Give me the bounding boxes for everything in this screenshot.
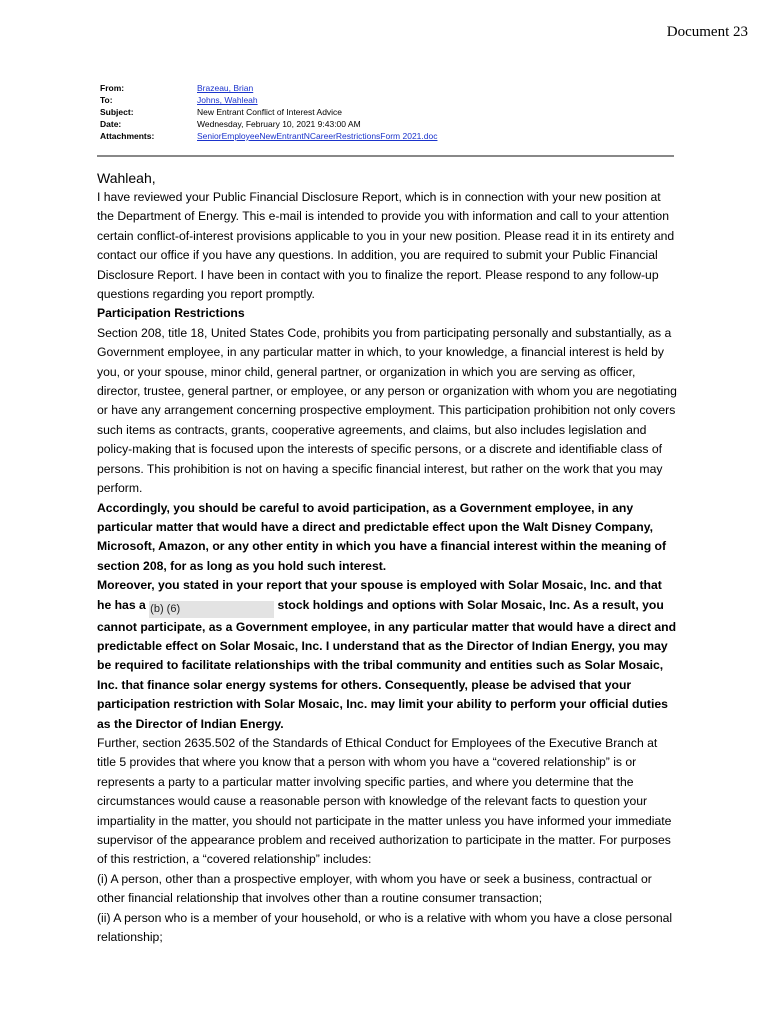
email-body — [97, 168, 677, 947]
from-link[interactable]: Brazeau, Brian — [197, 83, 254, 93]
attachment-link[interactable]: SeniorEmployeeNewEntrantNCareerRestrictionsForm 2021.doc — [197, 131, 438, 141]
accordingly-paragraph: Accordingly, you should be careful to avoid participation, as a Government employee, in any particular matter that would have a direct and predictable effect upon the Walt Disney Company, Microsoft, Amazon, or any other entity in which you have a financial interest within the meaning of section 208, for as long as you hold such interest. — [97, 500, 667, 573]
to-row — [100, 94, 674, 106]
intro-paragraph: I have reviewed your Public Financial Disclosure Report, which is in connection with your new position at the Department of Energy. This e-mail is intended to provide you with information and call to your attention certain conflict-of-interest provisions applicable to you in your new position. Please read it in its entirety and contact our office if you have any questions. In addition, you are required to submit your Public Financial Disclosure Report. I have been in contact with you to finalize the report. Please respond to any follow-up questions regarding you report promptly. — [97, 190, 675, 302]
from-row — [100, 82, 674, 94]
attachments-row — [100, 130, 674, 142]
subject-row — [100, 106, 674, 118]
spouse-paragraph — [97, 576, 677, 734]
attachments-label: Attachments: — [100, 131, 155, 141]
greeting: Wahleah, — [97, 170, 156, 186]
spouse-paragraph-end: stock holdings and options with Solar Mosaic, Inc. As a result, you cannot participate, as a Government employee, in any particular matter that would have a direct and predictable effect on Solar Mosaic, Inc. I understand that as the Director of Indian Energy, you may be required to facilitate relationships with the tribal community and entities such as Solar Mosaic, Inc. that finance solar energy systems for others. Consequently, please be advised that your participation restriction with Solar Mosaic, Inc. may limit your ability to perform your official duties as the Director of Indian Energy. — [97, 597, 677, 731]
subject-label: Subject: — [100, 107, 134, 117]
covered-relationship-paragraph: Further, section 2635.502 of the Standards of Ethical Conduct for Employees of the Executive Branch at title 5 provides that where you know that a person with whom you have a “covered relationship” is or represents a party to a particular matter involving specific parties, and where you determine that the circumstances would cause a reasonable person with knowledge of the relevant facts to question your impartiality in the matter, you should not participate in the matter unless you have informed your immediate supervisor of the appearance problem and received authorization to participate in the matter. For purposes of this restriction, a “covered relationship” includes: — [97, 735, 672, 867]
date-label: Date: — [100, 119, 122, 129]
list-item-i: (i) A person, other than a prospective employer, with whom you have or seek a business, contractual or other financial relationship that involves other than a routine consumer transaction; — [97, 871, 652, 906]
section-208-paragraph: Section 208, title 18, United States Code, prohibits you from participating personally and substantially, as a Government employee, in any particular matter in which, to your knowledge, a financial interest is held by you, or your spouse, minor child, general partner, or organization in which you are serving as officer, director, trustee, general partner, or employee, or any person or organization with whom you are negotiating or have any arrangement concerning prospective employment. This participation prohibition not only covers such items as contracts, grants, cooperative agreements, and claims, but also includes legislation and policy-making that is focused upon the interests of specific persons, or a discrete and identifiable class of persons. This prohibition is not on having a specific financial interest, but rather on the work that you may perform. — [97, 325, 677, 496]
subject-value: New Entrant Conflict of Interest Advice — [197, 107, 343, 117]
spouse-paragraph-start: Moreover, you stated in your report that your spouse is employed with Solar Mosaic, Inc. and that he has a — [97, 578, 662, 612]
date-value: Wednesday, February 10, 2021 9:43:00 AM — [197, 119, 361, 129]
to-link[interactable]: Johns, Wahleah — [197, 95, 258, 105]
email-header — [100, 82, 674, 142]
header-divider — [97, 155, 674, 157]
section-heading: Participation Restrictions — [97, 306, 245, 321]
redaction-box: (b) (6) — [149, 601, 274, 618]
to-label: To: — [100, 95, 113, 105]
date-row — [100, 118, 674, 130]
list-item-ii: (ii) A person who is a member of your household, or who is a relative with whom you have a close personal relationship; — [97, 910, 673, 945]
from-label: From: — [100, 83, 125, 93]
document-number: Document 23 — [666, 24, 748, 40]
